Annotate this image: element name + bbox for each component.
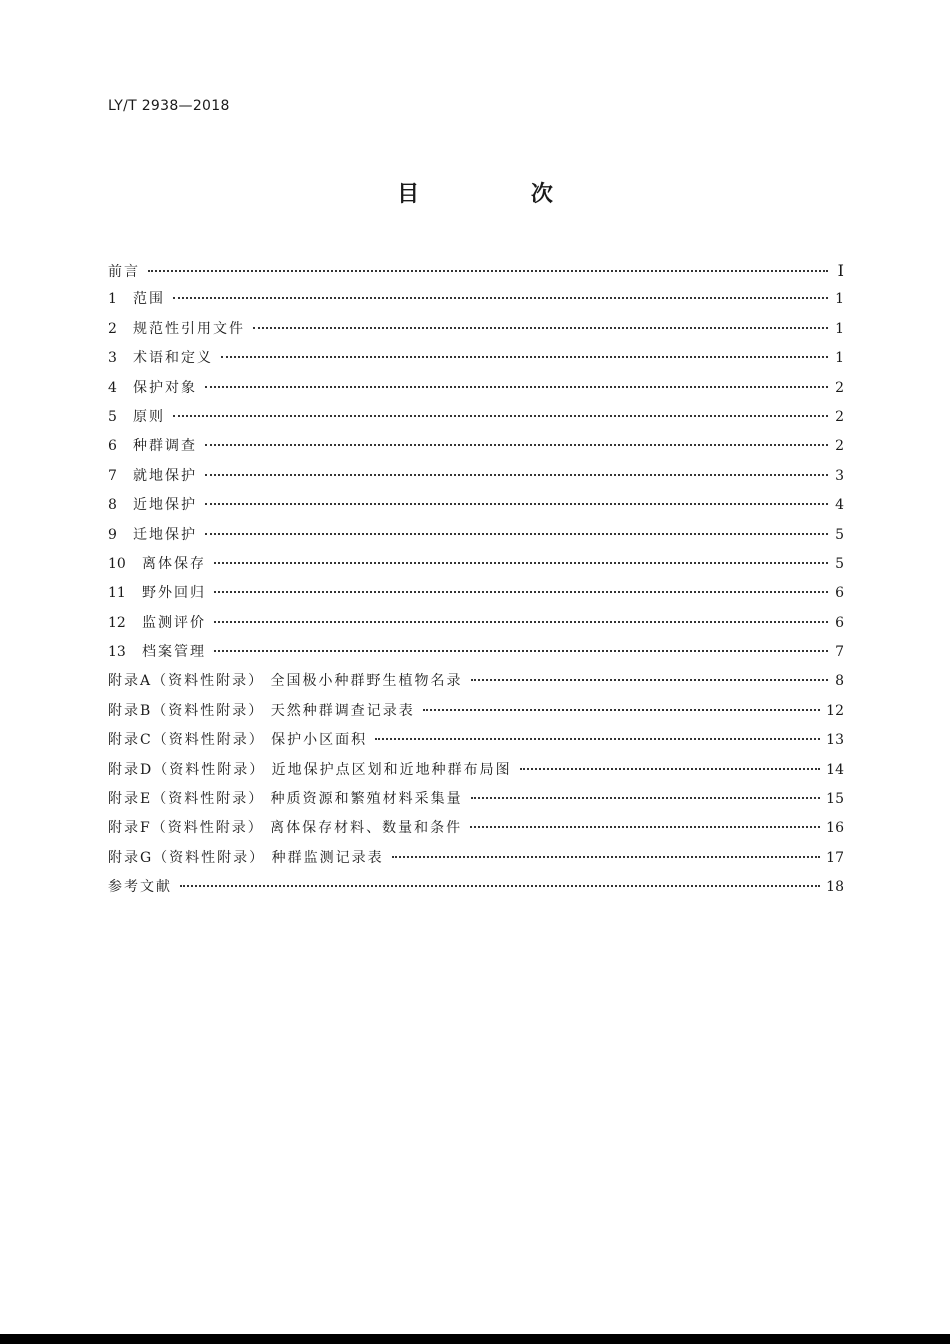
toc-leader-dots [205,386,828,388]
toc-entry-label: 附录B（资料性附录） 天然种群调查记录表 [108,702,415,719]
toc-entry-number: 10 [108,555,126,572]
toc-entry-label: 档案管理 [142,644,206,661]
toc-entry-page: 1 [835,320,844,337]
toc-entry-number: 7 [108,467,117,484]
toc-entry-page: 17 [826,849,844,866]
toc-leader-dots [221,356,828,358]
toc-entry-references[interactable] [108,873,844,902]
toc-leader-dots [173,297,828,299]
toc-entry-label: 范围 [133,291,165,308]
toc-entry-number: 11 [108,585,126,602]
toc-entry-label: 前言 [108,264,140,280]
toc-entry-page: Ⅰ [837,261,844,280]
toc-entry-label: 规范性引用文件 [133,320,245,337]
toc-entry-3[interactable] [108,344,844,373]
toc-entry-5[interactable] [108,403,844,432]
toc-entry-page: 12 [826,702,844,719]
toc-entry-label: 附录G（资料性附录） 种群监测记录表 [108,849,384,866]
toc-entry-page: 13 [826,732,844,749]
page-bottom-border [0,1334,950,1344]
table-of-contents [108,256,844,903]
toc-leader-dots [392,856,821,858]
toc-entry-appendix-d[interactable] [108,756,844,785]
toc-entry-10[interactable] [108,550,844,579]
toc-entry-number: 6 [108,438,117,455]
toc-entry-appendix-f[interactable] [108,814,844,843]
toc-leader-dots [375,738,820,740]
toc-entry-page: 14 [826,761,844,778]
toc-leader-dots [214,621,828,623]
toc-entry-label: 附录A（资料性附录） 全国极小种群野生植物名录 [108,673,463,690]
toc-entry-foreword[interactable] [108,256,844,285]
toc-entry-number: 12 [108,614,126,631]
toc-entry-13[interactable] [108,638,844,667]
standard-code: LY/T 2938—2018 [108,98,230,114]
toc-leader-dots [471,797,821,799]
toc-entry-appendix-c[interactable] [108,726,844,755]
toc-leader-dots [520,768,820,770]
toc-leader-dots [214,650,828,652]
toc-entry-4[interactable] [108,374,844,403]
toc-entry-label: 附录C（资料性附录） 保护小区面积 [108,732,368,749]
toc-entry-11[interactable] [108,579,844,608]
toc-leader-dots [173,415,828,417]
toc-entry-label: 迁地保护 [133,526,197,543]
toc-entry-label: 保护对象 [133,379,197,396]
toc-entry-page: 4 [835,497,844,514]
toc-entry-number: 3 [108,350,117,367]
toc-entry-label: 原则 [133,408,165,425]
toc-entry-page: 2 [835,408,844,425]
toc-entry-appendix-e[interactable] [108,785,844,814]
toc-entry-number: 2 [108,320,117,337]
toc-entry-12[interactable] [108,609,844,638]
toc-entry-label: 附录E（资料性附录） 种质资源和繁殖材料采集量 [108,791,463,808]
toc-entry-page: 16 [826,820,844,837]
toc-entry-number: 8 [108,497,117,514]
toc-leader-dots [205,474,828,476]
toc-entry-label: 参考文献 [108,879,172,896]
toc-entry-page: 1 [835,291,844,308]
toc-leader-dots [205,533,828,535]
toc-entry-page: 2 [835,379,844,396]
toc-entry-page: 7 [835,644,844,661]
toc-entry-number: 9 [108,526,117,543]
toc-entry-page: 6 [835,614,844,631]
toc-leader-dots [214,591,828,593]
toc-leader-dots [180,885,820,887]
toc-leader-dots [470,826,820,828]
toc-entry-label: 野外回归 [142,585,206,602]
page-title: 目 次 [397,182,605,207]
toc-entry-number: 1 [108,291,117,308]
toc-entry-page: 1 [835,350,844,367]
toc-leader-dots [253,327,828,329]
toc-entry-9[interactable] [108,521,844,550]
toc-entry-appendix-g[interactable] [108,844,844,873]
toc-entry-8[interactable] [108,491,844,520]
toc-entry-label: 附录F（资料性附录） 离体保存材料、数量和条件 [108,820,463,837]
toc-entry-label: 种群调查 [133,438,197,455]
toc-entry-1[interactable] [108,285,844,314]
toc-entry-page: 5 [835,555,844,572]
toc-entry-number: 5 [108,408,117,425]
toc-entry-label: 离体保存 [142,555,206,572]
toc-entry-label: 附录D（资料性附录） 近地保护点区划和近地种群布局图 [108,761,512,778]
toc-entry-page: 6 [835,585,844,602]
toc-leader-dots [214,562,828,564]
toc-entry-2[interactable] [108,315,844,344]
toc-entry-page: 5 [835,526,844,543]
toc-leader-dots [148,270,828,272]
toc-entry-page: 18 [826,879,844,896]
toc-leader-dots [471,679,828,681]
toc-entry-label: 术语和定义 [133,350,213,367]
toc-entry-page: 8 [835,673,844,690]
toc-entry-page: 15 [826,791,844,808]
toc-entry-label: 就地保护 [133,467,197,484]
toc-leader-dots [423,709,820,711]
toc-entry-page: 3 [835,467,844,484]
toc-entry-appendix-b[interactable] [108,697,844,726]
toc-entry-appendix-a[interactable] [108,667,844,696]
toc-entry-6[interactable] [108,432,844,461]
toc-entry-page: 2 [835,438,844,455]
toc-leader-dots [205,444,828,446]
toc-entry-label: 监测评价 [142,614,206,631]
toc-entry-number: 4 [108,379,117,396]
toc-entry-number: 13 [108,644,126,661]
toc-entry-7[interactable] [108,462,844,491]
toc-leader-dots [205,503,828,505]
toc-entry-label: 近地保护 [133,497,197,514]
